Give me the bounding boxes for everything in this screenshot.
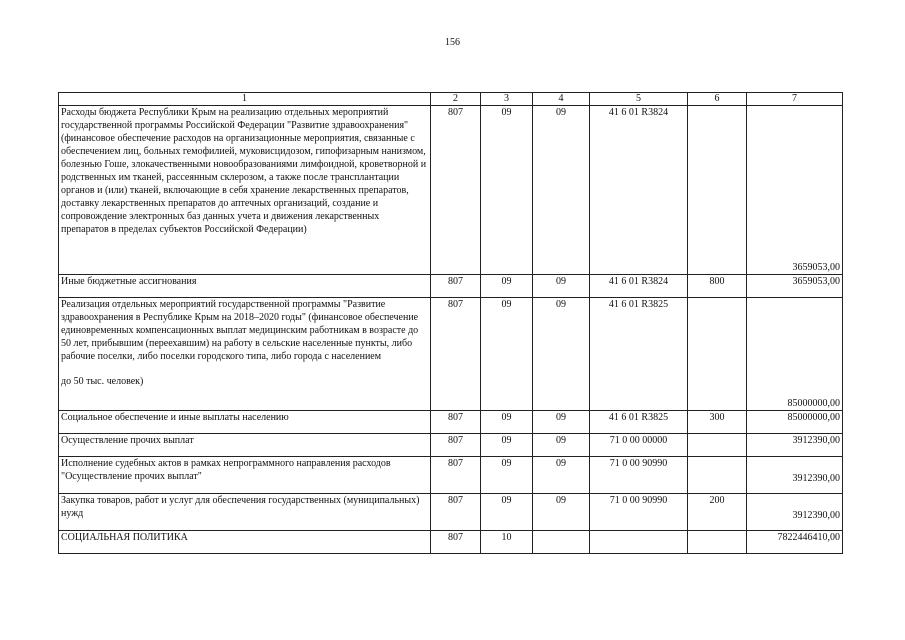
row-description (59, 298, 431, 411)
row-target-code: 71 0 00 90990 (590, 494, 688, 531)
row-section-code: 09 (481, 275, 533, 298)
row-expense-type (688, 434, 747, 457)
table-row (59, 457, 843, 494)
row-target-code: 71 0 00 90990 (590, 457, 688, 494)
column-header: 6 (688, 93, 747, 106)
row-subsection-code (533, 531, 590, 554)
row-section-code: 09 (481, 106, 533, 275)
row-expense-type: 800 (688, 275, 747, 298)
row-section-code: 09 (481, 411, 533, 434)
row-target-code: 41 6 01 R3825 (590, 298, 688, 411)
table-row (59, 298, 843, 411)
row-ministry-code: 807 (431, 106, 481, 275)
table-row (59, 531, 843, 554)
row-amount: 3659053,00 (747, 275, 843, 298)
row-section-code: 09 (481, 494, 533, 531)
row-section-code: 09 (481, 457, 533, 494)
row-ministry-code: 807 (431, 434, 481, 457)
table-row (59, 494, 843, 531)
row-subsection-code: 09 (533, 457, 590, 494)
row-expense-type: 200 (688, 494, 747, 531)
row-amount: 3659053,00 (747, 106, 843, 275)
row-target-code: 41 6 01 R3824 (590, 106, 688, 275)
row-target-code: 41 6 01 R3824 (590, 275, 688, 298)
row-subsection-code: 09 (533, 494, 590, 531)
row-subsection-code: 09 (533, 298, 590, 411)
row-target-code: 71 0 00 00000 (590, 434, 688, 457)
column-header: 1 (59, 93, 431, 106)
row-amount: 3912390,00 (747, 494, 843, 531)
column-header: 5 (590, 93, 688, 106)
table-row (59, 434, 843, 457)
row-description: Исполнение судебных актов в рамках непрограммного направления расходов "Осуществление прочих выплат" (59, 457, 431, 494)
row-description: Осуществление прочих выплат (59, 434, 431, 457)
row-ministry-code: 807 (431, 457, 481, 494)
row-description (59, 106, 431, 275)
row-target-code: 41 6 01 R3825 (590, 411, 688, 434)
row-description: СОЦИАЛЬНАЯ ПОЛИТИКА (59, 531, 431, 554)
row-expense-type (688, 106, 747, 275)
row-section-code: 09 (481, 434, 533, 457)
row-subsection-code: 09 (533, 411, 590, 434)
table-header-row (59, 93, 843, 106)
table-row (59, 411, 843, 434)
row-section-code: 09 (481, 298, 533, 411)
row-ministry-code: 807 (431, 531, 481, 554)
row-description-tail: до 50 тыс. человек) (61, 376, 144, 387)
row-description: Социальное обеспечение и иные выплаты населению (59, 411, 431, 434)
row-target-code (590, 531, 688, 554)
row-description-text: Реализация отдельных мероприятий государственной программы "Развитие здравоохранения в Республике Крым на 2018–2020 годы" (финансовое обеспечение единовременных компенсационных выплат медицинским работникам в возрасте до 50 лет, прибывшим (переехавшим) на работу в сельские населенные пункты, либо рабочие поселки, либо поселки городского типа, либо города с населением (61, 299, 419, 362)
column-header: 3 (481, 93, 533, 106)
row-ministry-code: 807 (431, 298, 481, 411)
row-description: Закупка товаров, работ и услуг для обеспечения государственных (муниципальных) нужд (59, 494, 431, 531)
row-amount: 3912390,00 (747, 434, 843, 457)
row-amount: 85000000,00 (747, 411, 843, 434)
row-ministry-code: 807 (431, 411, 481, 434)
table-row (59, 106, 843, 275)
column-header: 4 (533, 93, 590, 106)
row-subsection-code: 09 (533, 106, 590, 275)
row-subsection-code: 09 (533, 275, 590, 298)
row-expense-type (688, 298, 747, 411)
row-ministry-code: 807 (431, 494, 481, 531)
column-header: 2 (431, 93, 481, 106)
row-subsection-code: 09 (533, 434, 590, 457)
table-row (59, 275, 843, 298)
page-number: 156 (445, 37, 460, 48)
budget-table (58, 92, 843, 554)
row-expense-type (688, 531, 747, 554)
row-description: Иные бюджетные ассигнования (59, 275, 431, 298)
column-header: 7 (747, 93, 843, 106)
row-ministry-code: 807 (431, 275, 481, 298)
row-expense-type (688, 457, 747, 494)
row-description-text: Расходы бюджета Республики Крым на реализацию отдельных мероприятий государственной программы Российской Федерации "Развитие здравоохранения" (финансовое обеспечение расходов на организационные мероприятия, связанные с обеспечением лиц, больных гемофилией, муковисцидозом, гипофизарным нанизмом, болезнью Гоше, злокачественными новообразованиями лимфоидной, кроветворной и родственных им тканей, рассеянным склерозом, а также после трансплантации органов и (или) тканей, включающие в себя хранение лекарственных препаратов, доставку лекарственных препаратов до аптечных организаций, создание и сопровождение электронных баз данных учета и движения лекарственных препаратов в пределах субъектов Российской Федерации) (61, 107, 427, 235)
row-amount: 7822446410,00 (747, 531, 843, 554)
row-section-code: 10 (481, 531, 533, 554)
row-expense-type: 300 (688, 411, 747, 434)
row-amount: 3912390,00 (747, 457, 843, 494)
row-amount: 85000000,00 (747, 298, 843, 411)
